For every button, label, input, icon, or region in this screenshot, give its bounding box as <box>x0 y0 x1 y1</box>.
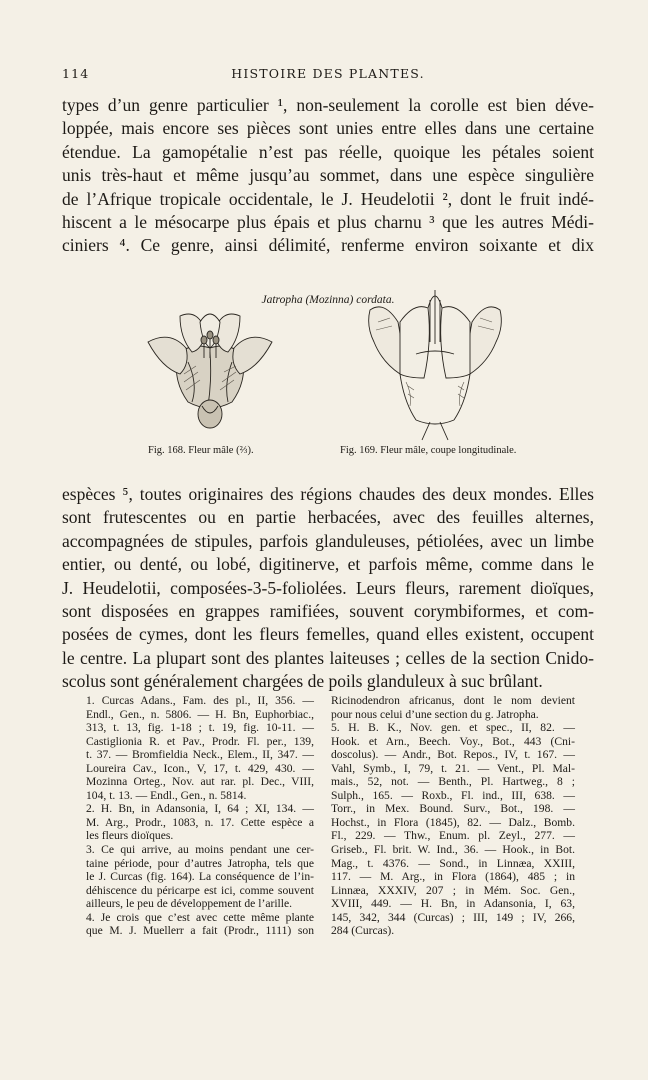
text-line: entier, ou denté, ou lobé, digitinerve, et parfois même, comme dans le <box>62 554 594 575</box>
footnote-line: XVIII, 449. — H. Bn, in Adansonia, I, 63, <box>331 897 575 911</box>
footnote-line: Linnæa, XXXIV, 207 ; in Mém. Soc. Gen., <box>331 883 575 897</box>
footnote-line: Loureira Cav., Icon., V, 17, t. 429, 430. — <box>86 761 314 775</box>
text-line: ciniers ⁴. Ce genre, ainsi délimité, renferme environ soixante et dix <box>62 235 594 256</box>
paragraph-2 <box>62 483 594 694</box>
text-line: loppée, mais encore ses pièces sont unies entre elles dans une certaine <box>62 118 594 139</box>
footnote-line: 145, 342, 344 (Curcas) ; III, 149 ; IV, 266, <box>331 910 575 924</box>
footnote-line: 3. Ce qui arrive, au moins pendant une cer- <box>86 843 314 857</box>
footnote-line: taine période, pour d’autres Jatropha, tels que <box>86 856 314 870</box>
footnotes-left-column <box>86 694 314 938</box>
footnote-line: ailleurs, le peu de développement de l’arille. <box>86 897 293 911</box>
text-line: types d’un genre particulier ¹, non-seulement la corolle est bien déve- <box>62 95 594 115</box>
footnote-line: t. 37. — Bromfieldia Neck., Elem., II, 347. — <box>86 748 314 762</box>
footnote-line: Torr., in Mex. Bound. Surv., Bot., 198. — <box>331 802 575 816</box>
figure-169-caption: Fig. 169. Fleur mâle, coupe longitudinale. <box>340 445 517 456</box>
text-line: étendue. La gamopétalie n’est pas réelle, quoique les pétales soient <box>62 141 594 162</box>
footnote-line: Ricinodendron africanus, dont le nom devient <box>331 694 575 707</box>
text-line: hiscent a le mésocarpe plus épais et plus charnu ³ que les autres Médi- <box>62 212 594 233</box>
footnote-line: mais., 52, not. — Benth., Pl. Hartweg., 8 ; <box>331 775 575 789</box>
footnote-line: 2. H. Bn, in Adansonia, I, 64 ; XI, 134. — <box>86 802 314 816</box>
text-line: espèces ⁵, toutes originaires des régions chaudes des deux mondes. Elles <box>62 484 594 504</box>
footnote-line: Vahl, Symb., I, 79, t. 21. — Vent., Pl. Mal- <box>331 761 575 775</box>
footnote-line: Mag., t. 4376. — Sond., in Linnæa, XXIII, <box>331 856 575 870</box>
footnote-line: M. Arg., Prodr., 1083, n. 17. Cette espèce a <box>86 815 314 829</box>
footnote-line: les fleurs dioïques. <box>86 829 174 843</box>
flower-illustration-fig168 <box>140 302 280 432</box>
text-line: de l’Afrique tropicale occidentale, le J. Heudelotii ², dont le fruit indé- <box>62 188 594 209</box>
footnote-line: déhiscence du péricarpe est ici, comme souvent <box>86 883 314 897</box>
figure-title: Jatropha (Mozinna) cordata. <box>261 294 395 306</box>
footnote-line: pour nous celui d’une section du g. Jatropha. <box>331 707 539 721</box>
footnote-line: doscolus). — Andr., Bot. Repos., IV, t. 167. — <box>331 748 575 762</box>
text-line: unis très-haut et même jusqu’au sommet, dans une espèce singulière <box>62 165 594 186</box>
footnote-line: 284 (Curcas). <box>331 924 395 938</box>
footnote-line: le J. Curcas (fig. 164). La conséquence de l’in- <box>86 870 314 884</box>
text-line: sont disposées en grappes ramifiées, souvent corymbiformes, et com- <box>62 601 594 622</box>
footnote-line: Sulph., 165. — Roxb., Fl. ind., III, 638. — <box>331 788 575 802</box>
figure-168-caption: Fig. 168. Fleur mâle (⅔). <box>148 445 254 456</box>
footnote-line: Mozinna Orteg., Nov. aut rar. pl. Dec., VIII, <box>86 775 314 789</box>
footnote-line: Hochst., in Flora (1845), 82. — Dalz., Bomb. <box>331 815 575 829</box>
running-title: HISTOIRE DES PLANTES. <box>231 66 425 81</box>
footnote-line: Hook. et Arn., Beech. Voy., Bot., 443 (Cni- <box>331 734 575 748</box>
footnote-line: 313, t. 13, fig. 1-18 ; t. 19, fig. 10-11. — <box>86 721 314 735</box>
flower-section-illustration-fig169 <box>360 282 510 442</box>
footnote-line: Fl., 229. — Thw., Enum. pl. Zeyl., 277. — <box>331 829 575 843</box>
footnote-line: 117. — M. Arg., in Flora (1864), 485 ; in <box>331 870 575 884</box>
text-line: le centre. La plupart sont des plantes laiteuses ; celles de la section Cnido- <box>62 647 594 668</box>
page-header <box>62 66 594 86</box>
text-line: sont frutescentes ou en partie herbacées, avec des feuilles alternes, <box>62 507 594 528</box>
footnote-line: que M. J. Muellerr a fait (Prodr., 1111) son <box>86 924 314 938</box>
page-number: 114 <box>62 66 90 81</box>
footnote-line: 1. Curcas Adans., Fam. des pl., II, 356. — <box>86 694 314 707</box>
footnote-line: Griseb., Fl. brit. W. Ind., 36. — Hook., in Bot. <box>331 843 575 857</box>
footnote-line: 104, t. 13. — Endl., Gen., n. 5814. <box>86 788 247 802</box>
footnotes-right-column <box>331 694 575 938</box>
footnote-line: 4. Je crois que c’est avec cette même plante <box>86 910 314 924</box>
text-line: J. Heudelotii, composées-3-5-foliolées. Leurs fleurs, rarement dioïques, <box>62 577 594 598</box>
text-line: posées de cymes, dont les fleurs femelles, quand elles existent, occupent <box>62 624 594 645</box>
footnote-line: Endl., Gen., n. 5806. — H. Bn, Euphorbiac., <box>86 707 314 721</box>
paragraph-1 <box>62 94 594 258</box>
text-line: accompagnées de stipules, parfois glanduleuses, pétiolées, avec un limbe <box>62 530 594 551</box>
footnote-line: 5. H. B. K., Nov. gen. et spec., II, 82. — <box>331 721 575 735</box>
footnote-line: Castiglionia R. et Pav., Prodr. Fl. per., 139, <box>86 734 314 748</box>
text-line: scolus sont généralement chargées de poils glanduleux à suc brûlant. <box>62 671 543 692</box>
